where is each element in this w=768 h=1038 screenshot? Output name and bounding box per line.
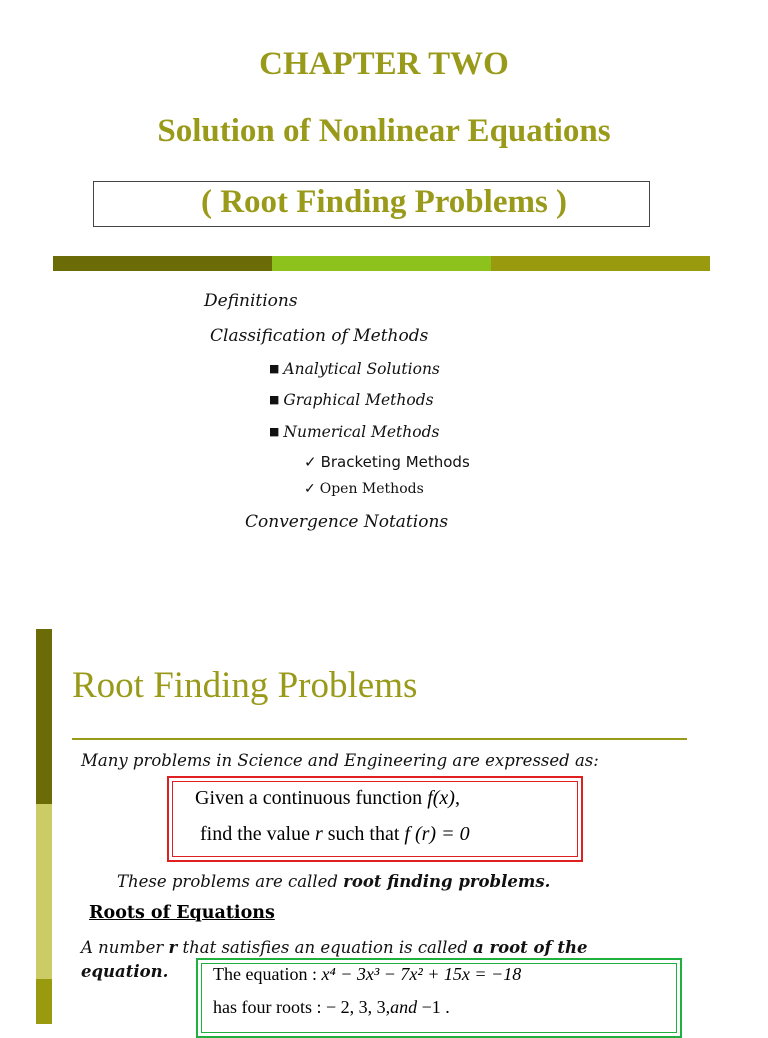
example-line bbox=[213, 997, 450, 1018]
text-part: These problems are called bbox=[117, 872, 344, 891]
checkmark-icon: ✓ bbox=[304, 481, 316, 497]
text-part: Given a continuous function bbox=[195, 787, 428, 809]
side-accent-bar bbox=[36, 629, 52, 804]
chapter-heading: CHAPTER TWO bbox=[259, 46, 509, 82]
text-part: −1 . bbox=[417, 997, 450, 1017]
outline-classification: Classification of Methods bbox=[210, 326, 429, 346]
side-accent-bar bbox=[36, 804, 52, 979]
accent-bar-segment bbox=[53, 256, 272, 271]
math-equation: f (r) = 0 bbox=[404, 823, 470, 845]
boxed-title: ( Root Finding Problems ) bbox=[200, 184, 568, 220]
bullet-text: Numerical Methods bbox=[283, 423, 440, 441]
outline-bullet bbox=[269, 360, 440, 378]
bold-term: r bbox=[168, 938, 178, 957]
square-bullet-icon: ■ bbox=[269, 362, 280, 375]
math-fx: f(x) bbox=[427, 787, 455, 809]
text-part: The equation : bbox=[213, 964, 322, 984]
example-line bbox=[213, 964, 521, 985]
bullet-text: Graphical Methods bbox=[283, 391, 434, 409]
outline-convergence: Convergence Notations bbox=[245, 512, 449, 532]
math-equation: x⁴ − 3x³ − 7x² + 15x = −18 bbox=[321, 964, 522, 984]
text-part: , bbox=[454, 787, 460, 809]
text-part: has four roots : − 2, 3, 3, bbox=[213, 997, 391, 1017]
italic-and: and bbox=[390, 997, 418, 1017]
bullet-text: Analytical Solutions bbox=[283, 360, 440, 378]
square-bullet-icon: ■ bbox=[269, 393, 280, 406]
title-rule bbox=[72, 738, 687, 740]
sub-bullet-text: Bracketing Methods bbox=[320, 453, 470, 471]
definition-line bbox=[200, 823, 470, 846]
outline-definitions: Definitions bbox=[204, 291, 298, 311]
definition-line bbox=[195, 787, 460, 810]
text-part: such that bbox=[322, 823, 405, 845]
outline-sub-bullet bbox=[304, 453, 470, 471]
bold-term: a root of the equation. bbox=[81, 938, 588, 981]
section-heading: Roots of Equations bbox=[89, 903, 275, 923]
bold-term: root finding problems. bbox=[343, 872, 551, 891]
math-r: r bbox=[314, 823, 323, 845]
accent-bar-segment bbox=[272, 256, 491, 271]
outline-bullet bbox=[269, 423, 439, 441]
text-part: A number bbox=[81, 938, 169, 957]
outline-bullet bbox=[269, 391, 434, 409]
sub-bullet-text: Open Methods bbox=[319, 481, 424, 497]
called-text bbox=[117, 872, 550, 891]
text-part: find the value bbox=[200, 823, 315, 845]
square-bullet-icon: ■ bbox=[269, 425, 280, 438]
side-accent-bar bbox=[36, 979, 52, 1024]
intro-text: Many problems in Science and Engineering are expressed as: bbox=[81, 751, 599, 770]
checkmark-icon: ✓ bbox=[304, 453, 317, 471]
slide-title: Root Finding Problems bbox=[72, 665, 418, 706]
accent-bar-segment bbox=[491, 256, 710, 271]
text-part: that satisfies an equation is called bbox=[177, 938, 474, 957]
chapter-subtitle: Solution of Nonlinear Equations bbox=[157, 113, 611, 149]
outline-sub-bullet bbox=[304, 481, 424, 497]
